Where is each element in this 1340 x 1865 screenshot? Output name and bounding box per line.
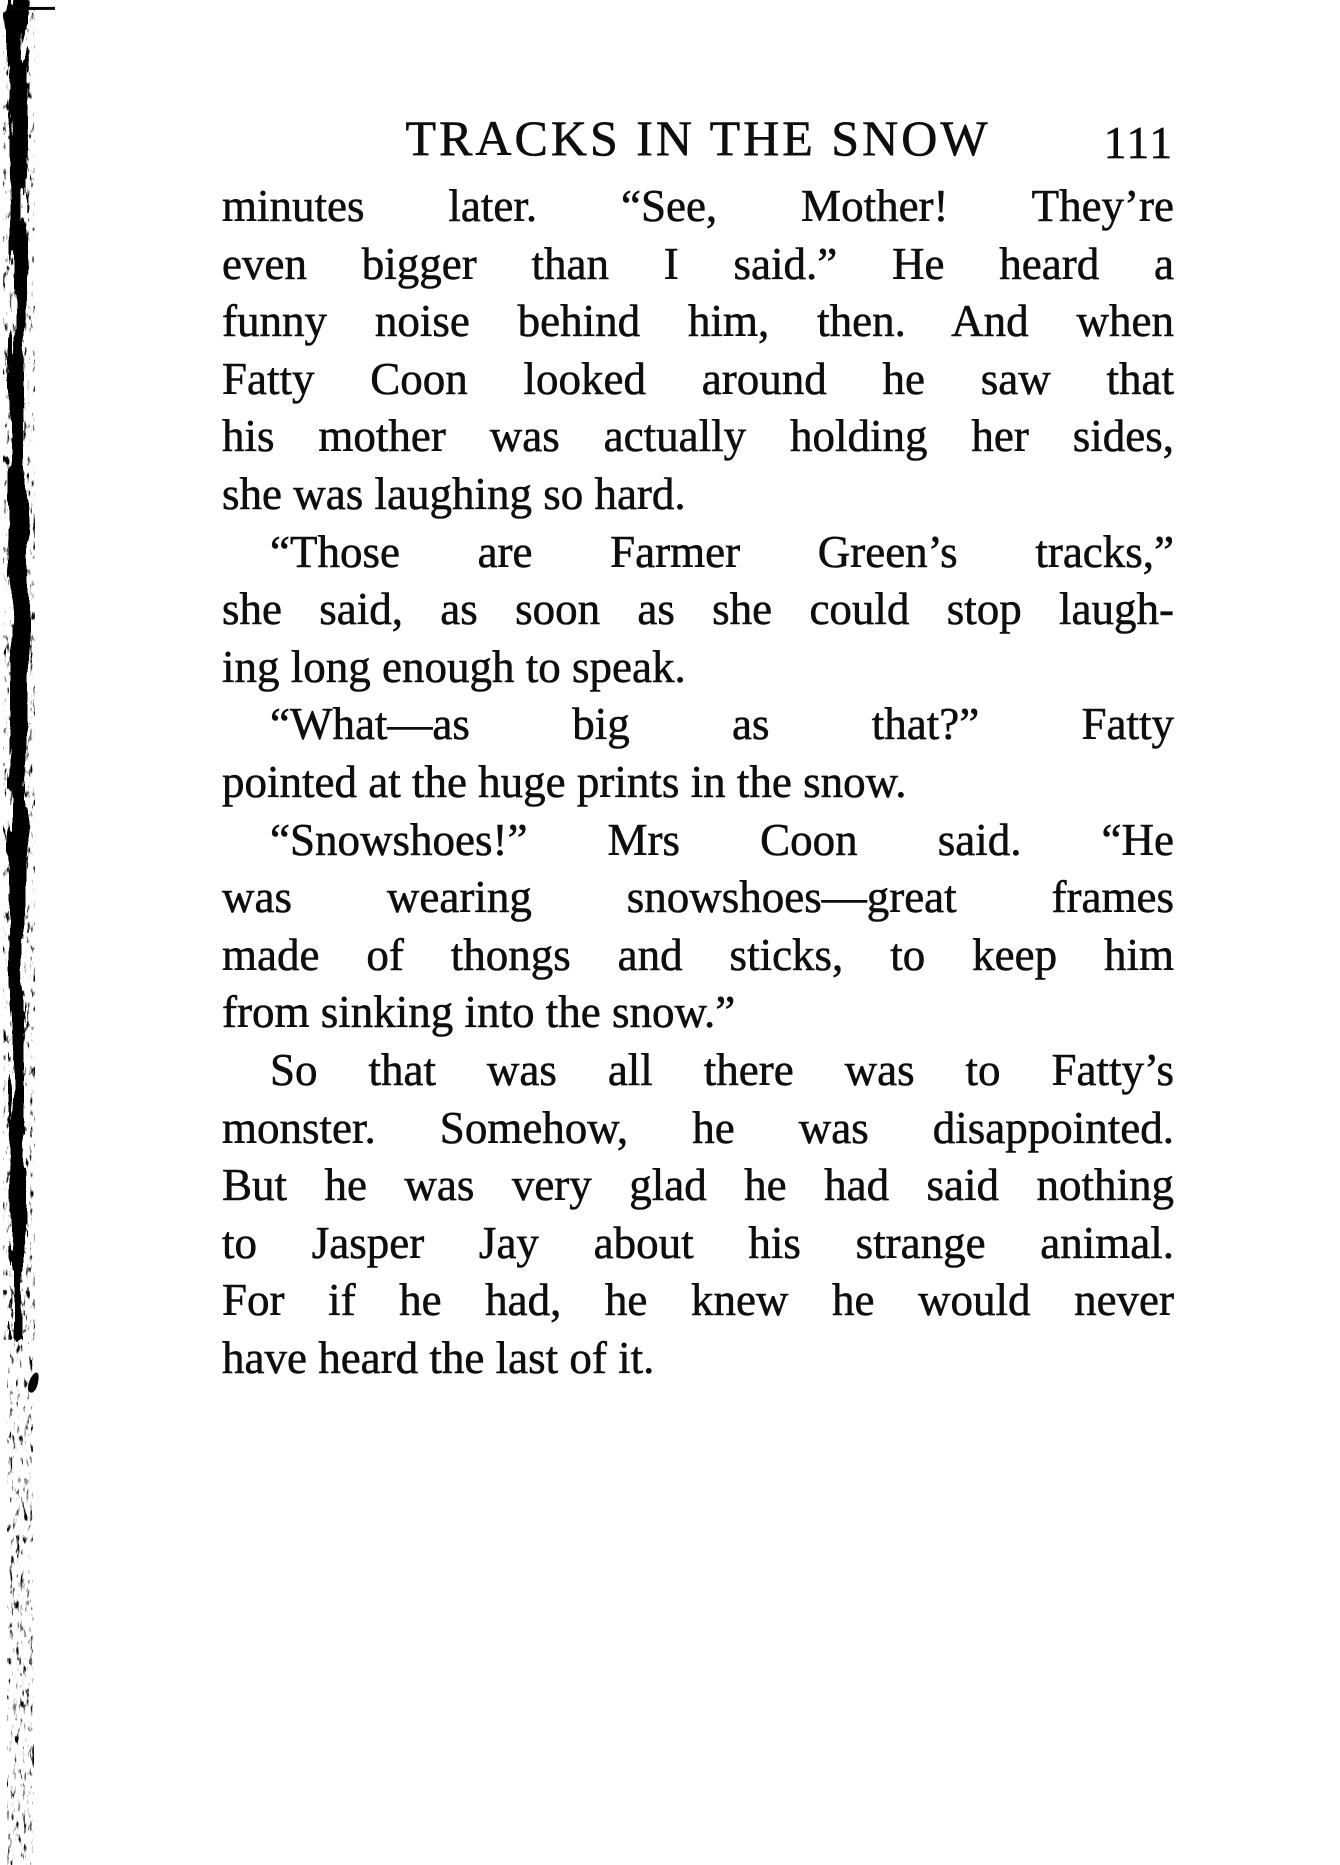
text-line: from sinking into the snow.” xyxy=(222,987,736,1038)
text-line: have heard the last of it. xyxy=(222,1332,655,1383)
text-line: his mother was actually holding her sides, xyxy=(222,411,1174,462)
header-title: TRACKS IN THE SNOW xyxy=(405,110,991,166)
text-line: monster. Somehow, he was disappointed. xyxy=(222,1102,1174,1153)
text-line: pointed at the huge prints in the snow. xyxy=(222,756,907,807)
text-line: So that was all there was to Fatty’s xyxy=(270,1044,1174,1095)
text-line: “What—as big as that?” Fatty xyxy=(270,699,1174,750)
text-line: Fatty Coon looked around he saw that xyxy=(222,353,1174,404)
scan-edge-line xyxy=(9,7,55,10)
text-line: For if he had, he knew he would never xyxy=(222,1275,1174,1326)
text-line: “Those are Farmer Green’s tracks,” xyxy=(270,526,1174,577)
text-line: made of thongs and sticks, to keep him xyxy=(222,929,1174,980)
text-block xyxy=(222,178,1174,1387)
scan-binding-artifact xyxy=(0,0,95,1865)
text-line: “Snowshoes!” Mrs Coon said. “He xyxy=(270,814,1174,865)
text-line: she was laughing so hard. xyxy=(222,468,686,519)
page-number: 111 xyxy=(1103,118,1174,168)
text-line: minutes later. “See, Mother! They’re xyxy=(222,181,1174,231)
text-line: was wearing snowshoes—great frames xyxy=(222,872,1174,923)
text-line: even bigger than I said.” He heard a xyxy=(222,238,1174,289)
text-line: ing long enough to speak. xyxy=(222,641,686,692)
text-line: to Jasper Jay about his strange animal. xyxy=(222,1217,1174,1268)
text-line: funny noise behind him, then. And when xyxy=(222,296,1174,347)
text-line: she said, as soon as she could stop laugh- xyxy=(222,584,1174,635)
running-header xyxy=(222,108,1174,170)
text-line: But he was very glad he had said nothing xyxy=(222,1160,1174,1211)
